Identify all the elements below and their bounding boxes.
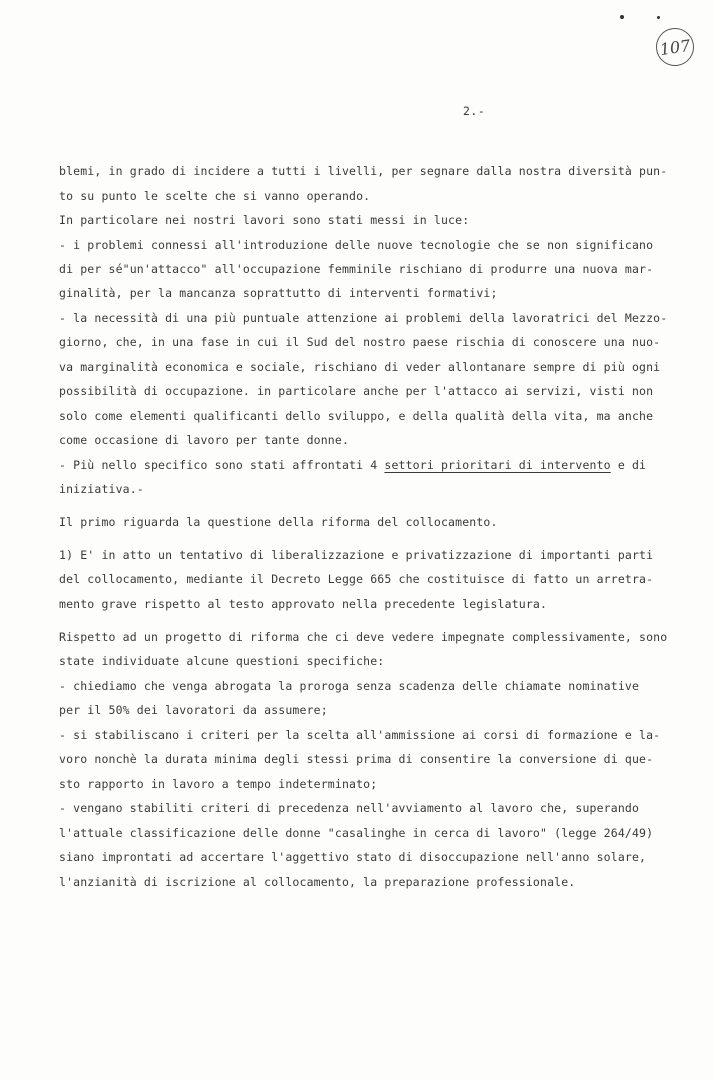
- body-line: di per sé"un'attacco" all'occupazione femminile rischiano di produrre una nuova mar-: [59, 262, 654, 276]
- ink-speck: [657, 16, 660, 19]
- body-line: l'anzianità di iscrizione al collocamento, la preparazione professionale.: [59, 875, 576, 889]
- body-line: sto rapporto in lavoro a tempo indeterminato;: [59, 777, 378, 791]
- ink-speck: [620, 15, 624, 19]
- body-line: siano improntati ad accertare l'aggettivo stato di disoccupazione nell'anno solare,: [59, 850, 647, 864]
- line-start: - Più nello specifico sono stati affrontati 4: [59, 458, 385, 472]
- body-line-with-underline: [59, 458, 646, 472]
- underlined-phrase: settori prioritari di intervento: [384, 458, 611, 472]
- body-line: 1) E' in atto un tentativo di liberalizzazione e privatizzazione di importanti parti: [59, 548, 654, 562]
- body-line: solo come elementi qualificanti dello sviluppo, e della qualità della vita, ma anche: [59, 409, 654, 423]
- body-line: ginalità, per la mancanza soprattutto di interventi formativi;: [59, 286, 498, 300]
- body-line: l'attuale classificazione delle donne "casalinghe in cerca di lavoro" (legge 264/49): [59, 826, 654, 840]
- stamp-number: 107: [658, 35, 692, 59]
- body-line: mento grave rispetto al testo approvato nella precedente legislatura.: [59, 597, 548, 611]
- body-line: In particolare nei nostri lavori sono stati messi in luce:: [59, 213, 470, 227]
- body-line: - si stabiliscano i criteri per la scelta all'ammissione ai corsi di formazione e la-: [59, 728, 661, 742]
- body-line: - la necessità di una più puntuale attenzione ai problemi della lavoratrici del Mezzo-: [59, 311, 668, 325]
- body-line: - chiediamo che venga abrogata la proroga senza scadenza delle chiamate nominative: [59, 679, 640, 693]
- line-end: e di: [610, 458, 647, 472]
- body-line: possibilità di occupazione. in particolare anche per l'attacco ai servizi, visti non: [59, 384, 654, 398]
- body-line: giorno, che, in una fase in cui il Sud del nostro paese rischia di conoscere una nuo-: [59, 335, 661, 349]
- body-line: to su punto le scelte che si vanno operando.: [59, 189, 371, 203]
- page-header-number: 2.-: [463, 104, 486, 118]
- body-line: - vengano stabiliti criteri di precedenza nell'avviamento al lavoro che, superando: [59, 801, 640, 815]
- body-line: va marginalità economica e sociale, rischiano di veder allontanare sempre di più ogni: [59, 360, 661, 374]
- body-line: iniziativa.-: [59, 482, 144, 496]
- body-line: - i problemi connessi all'introduzione delle nuove tecnologie che se non significano: [59, 238, 654, 252]
- body-line: per il 50% dei lavoratori da assumere;: [59, 703, 328, 717]
- handwritten-page-number-stamp: [654, 26, 697, 69]
- body-line: Rispetto ad un progetto di riforma che ci deve vedere impegnate complessivamente, sono: [59, 630, 668, 644]
- body-line: state individuate alcune questioni specifiche:: [59, 654, 385, 668]
- body-line: blemi, in grado di incidere a tutti i livelli, per segnare dalla nostra diversità pun-: [59, 164, 668, 178]
- body-line: Il primo riguarda la questione della riforma del collocamento.: [59, 515, 498, 529]
- body-line: come occasione di lavoro per tante donne.: [59, 433, 350, 447]
- body-line: voro nonchè la durata minima degli stessi prima di consentire la conversione di que-: [59, 752, 654, 766]
- body-line: del collocamento, mediante il Decreto Legge 665 che costituisce di fatto un arretra-: [59, 572, 654, 586]
